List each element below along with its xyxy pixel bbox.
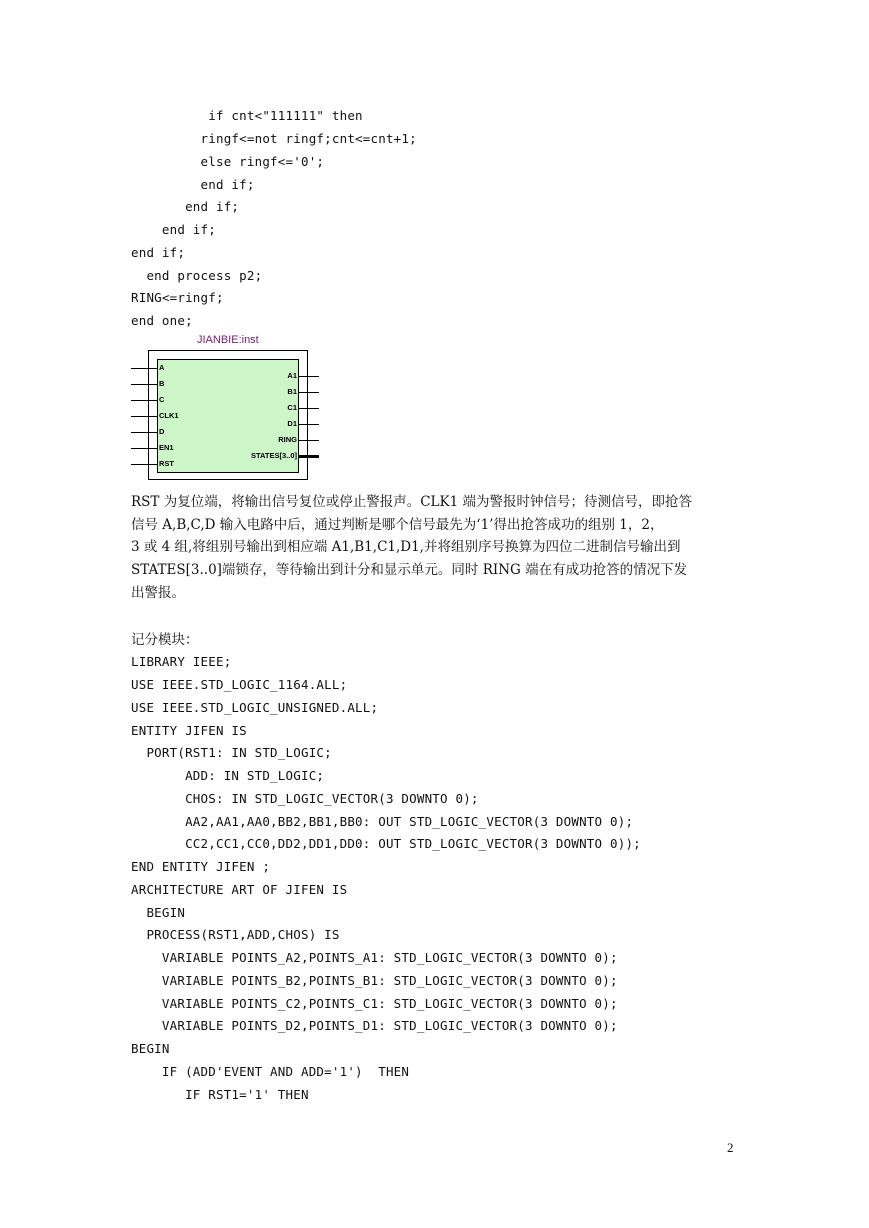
input-pin-line — [131, 448, 158, 449]
code-line: ringf<=not ringf;cnt<=cnt+1; — [131, 131, 417, 146]
code-line: end one; — [131, 313, 193, 328]
paragraph-line: 信号 A,B,C,D 输入电路中后，通过判断是哪个信号最先为‘1’得出抢答成功的组别 1，2， — [131, 516, 664, 533]
code-line: ENTITY JIFEN IS — [131, 723, 247, 738]
code-line: USE IEEE.STD_LOGIC_1164.ALL; — [131, 677, 348, 692]
paragraph-line: STATES[3..0]端锁存，等待输出到计分和显示单元。同时 RING 端在有成功抢答的情况下发 — [131, 562, 688, 579]
code-line: end if; — [131, 177, 255, 192]
code-line: VARIABLE POINTS_B2,POINTS_B1: STD_LOGIC_VECTOR(3 DOWNTO 0); — [131, 973, 618, 988]
code-line: VARIABLE POINTS_C2,POINTS_C1: STD_LOGIC_VECTOR(3 DOWNTO 0); — [131, 996, 618, 1011]
code-line: ARCHITECTURE ART OF JIFEN IS — [131, 882, 348, 897]
input-pin-label: RST — [159, 459, 174, 468]
symbol-title: JIANBIE:inst — [197, 334, 259, 346]
code-line: ADD: IN STD_LOGIC; — [131, 768, 325, 783]
code-line: RING<=ringf; — [131, 290, 224, 305]
input-pin-line — [131, 384, 158, 385]
code-line: BEGIN — [131, 905, 186, 920]
code-line: VARIABLE POINTS_D2,POINTS_D1: STD_LOGIC_VECTOR(3 DOWNTO 0); — [131, 1018, 618, 1033]
output-pin-label: A1 — [287, 371, 297, 380]
input-pin-line — [131, 400, 158, 401]
code-line: LIBRARY IEEE; — [131, 654, 232, 669]
output-pin-label: RING — [278, 435, 297, 444]
input-pin-line — [131, 416, 158, 417]
output-pin-label: D1 — [287, 419, 297, 428]
code-line: AA2,AA1,AA0,BB2,BB1,BB0: OUT STD_LOGIC_VECTOR(3 DOWNTO 0); — [131, 814, 634, 829]
code-line: PORT(RST1: IN STD_LOGIC; — [131, 745, 332, 760]
code-line: IF (ADD'EVENT AND ADD='1') THEN — [131, 1064, 410, 1079]
code-line: BEGIN — [131, 1041, 170, 1056]
code-line: if cnt<"111111" then — [131, 108, 363, 123]
code-line: END ENTITY JIFEN ; — [131, 859, 271, 874]
code-line: end process p2; — [131, 268, 263, 283]
output-pin-label: STATES[3..0] — [251, 451, 297, 460]
output-pin-label: B1 — [287, 387, 297, 396]
code-line: USE IEEE.STD_LOGIC_UNSIGNED.ALL; — [131, 700, 379, 715]
paragraph-line: 3 或 4 组,将组别号输出到相应端 A1,B1,C1,D1,并将组别序号换算为四位二进制信号输出到 — [131, 539, 681, 556]
input-pin-label: EN1 — [159, 443, 174, 452]
code-line: IF RST1='1' THEN — [131, 1087, 309, 1102]
input-pin-line — [131, 368, 158, 369]
code-line: CHOS: IN STD_LOGIC_VECTOR(3 DOWNTO 0); — [131, 791, 479, 806]
code-line: end if; — [131, 245, 186, 260]
input-pin-line — [131, 464, 158, 465]
input-pin-label: A — [159, 363, 165, 372]
code-line: CC2,CC1,CC0,DD2,DD1,DD0: OUT STD_LOGIC_VECTOR(3 DOWNTO 0)); — [131, 836, 641, 851]
input-pin-label: CLK1 — [159, 411, 179, 420]
code-line: else ringf<='0'; — [131, 154, 325, 169]
output-pin-line — [298, 424, 319, 425]
jianbie-block-symbol — [131, 334, 331, 482]
description-paragraph — [131, 491, 741, 605]
output-pin-line — [298, 440, 319, 441]
output-pin-line — [298, 376, 319, 377]
code-line: end if; — [131, 199, 240, 214]
code-line: VARIABLE POINTS_A2,POINTS_A1: STD_LOGIC_VECTOR(3 DOWNTO 0); — [131, 950, 618, 965]
input-pin-line — [131, 432, 158, 433]
input-pin-label: B — [159, 379, 165, 388]
paragraph-line: RST 为复位端，将输出信号复位或停止警报声。CLK1 端为警报时钟信号；待测信号，即抢答 — [131, 494, 692, 510]
code-line: PROCESS(RST1,ADD,CHOS) IS — [131, 927, 340, 942]
page-number: 2 — [727, 1140, 734, 1155]
output-pin-label: C1 — [287, 403, 297, 412]
code-line: end if; — [131, 222, 216, 237]
input-pin-label: C — [159, 395, 165, 404]
output-pin-line — [298, 408, 319, 409]
output-pin-line — [298, 392, 319, 393]
paragraph-line: 出警报。 — [131, 584, 185, 601]
section-heading: 记分模块： — [131, 632, 199, 648]
output-bus-line — [298, 455, 319, 458]
input-pin-label: D — [159, 427, 165, 436]
